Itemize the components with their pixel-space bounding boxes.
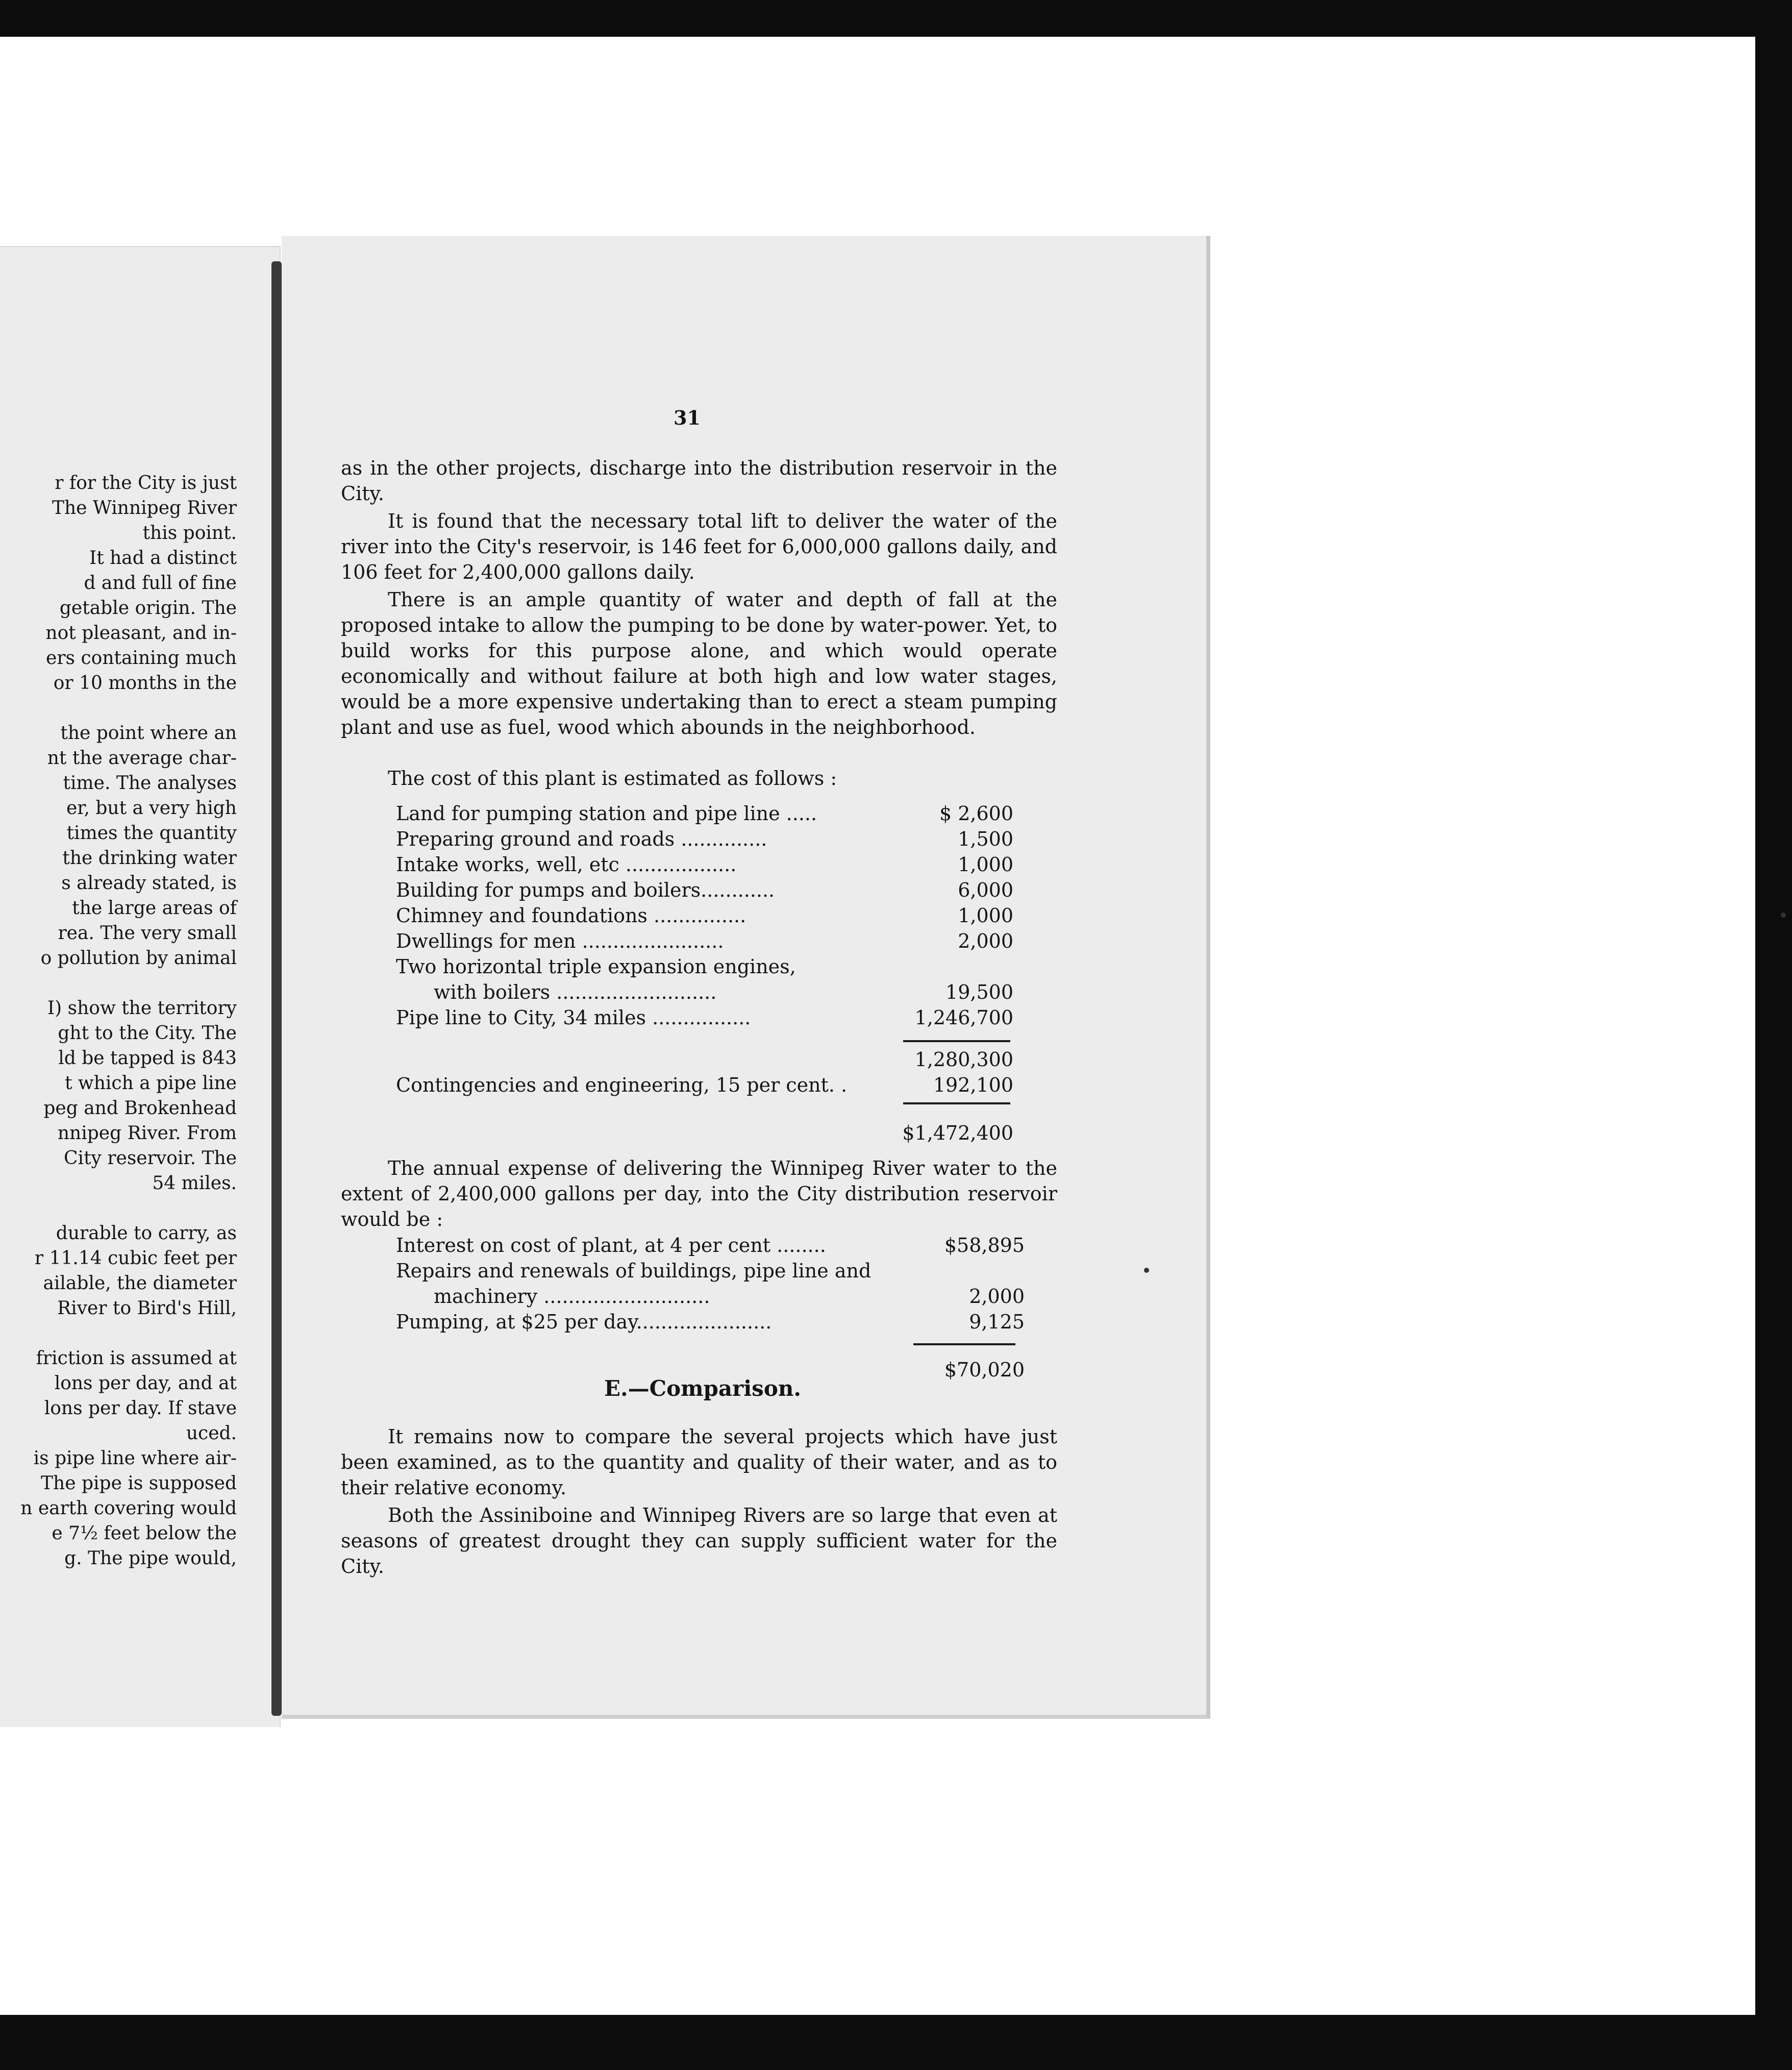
table-row — [396, 1260, 1025, 1285]
left-page-line: ers containing much — [46, 648, 237, 669]
left-page-line: 54 miles. — [152, 1173, 237, 1194]
cost-total: $1,472,400 — [902, 1122, 1013, 1144]
expense-total: $70,020 — [944, 1359, 1025, 1381]
left-page-line: peg and Brokenhead — [43, 1098, 237, 1119]
expense-table — [396, 1234, 1025, 1336]
film-border-top — [0, 0, 1792, 37]
paragraph-water-power: There is an ample quantity of water and depth of fall at the proposed intake to allow the pumping to be done by water-power. Yet, to build works for this purpose alone, and which would operate economically and without failure at both high and low water stages, would be a more expensive undertaking than to erect a steam pumping plant and use as fuel, wood which abounds in the neighborhood. — [341, 588, 1057, 738]
left-page-line: River to Bird's Hill, — [57, 1298, 237, 1319]
left-page-line: The Winnipeg River — [52, 498, 237, 519]
left-page-line: s already stated, is — [61, 873, 237, 894]
row-label: Dwellings for men ....................... — [396, 930, 724, 952]
paragraph-continuation: as in the other projects, discharge into the distribution reservoir in the City. — [341, 457, 1057, 505]
left-page-text — [0, 471, 280, 1583]
left-page-line: time. The analyses — [63, 773, 237, 794]
row-value: $ 2,600 — [939, 802, 1013, 825]
paragraph-compare: It remains now to compare the several projects which have just been examined, as to the quantity and quality of their water, and as to their relative economy. — [341, 1425, 1057, 1499]
row-label: Preparing ground and roads .............. — [396, 828, 767, 850]
left-page-line: The pipe is supposed — [41, 1473, 237, 1494]
table-row — [396, 1234, 1025, 1260]
row-value: 1,000 — [958, 904, 1013, 927]
row-value: 2,000 — [958, 930, 1013, 952]
left-page-line: City reservoir. The — [64, 1148, 237, 1169]
left-page-line: durable to carry, as — [56, 1223, 237, 1244]
left-page-line: or 10 months in the — [53, 673, 237, 694]
left-page-line: ailable, the diameter — [43, 1273, 237, 1294]
left-page-line: g. The pipe would, — [64, 1548, 237, 1569]
left-page-line: not pleasant, and in- — [45, 623, 237, 644]
left-page-line: r for the City is just — [55, 473, 237, 494]
row-value: 9,125 — [969, 1311, 1025, 1333]
table-row — [396, 853, 1013, 879]
left-page-line: t which a pipe line — [65, 1073, 237, 1094]
left-page-line: lons per day, and at — [54, 1373, 237, 1394]
row-value: 2,000 — [969, 1285, 1025, 1308]
row-label: Pumping, at $25 per day...................... — [396, 1311, 772, 1333]
cost-intro: The cost of this plant is estimated as follows : — [388, 767, 837, 790]
table-row — [396, 1285, 1025, 1311]
row-value: 19,500 — [945, 981, 1013, 1003]
left-page-line: er, but a very high — [66, 798, 237, 819]
left-page-line: n earth covering would — [20, 1498, 237, 1519]
book-spine — [271, 261, 282, 1716]
left-page-line: times the quantity — [66, 823, 237, 844]
cost-table — [396, 802, 1013, 1032]
left-page-line: o pollution by animal — [40, 948, 237, 969]
subtotal-rule — [903, 1040, 1010, 1042]
left-page-line: the large areas of — [72, 898, 237, 919]
paragraph-lift: It is found that the necessary total lift to deliver the water of the river into the City's reservoir, is 146 feet for 6,000,000 gallons daily, and 106 feet for 2,400,000 gallons daily. — [341, 510, 1057, 583]
row-label: Interest on cost of plant, at 4 per cent ........ — [396, 1234, 826, 1256]
film-border-right — [1755, 0, 1792, 2070]
left-page-line: lons per day. If stave — [44, 1398, 237, 1419]
row-label: Land for pumping station and pipe line ..... — [396, 802, 817, 825]
left-page-line: e 7½ feet below the — [52, 1523, 237, 1544]
row-value: 6,000 — [958, 879, 1013, 901]
table-row — [396, 904, 1013, 930]
row-value: 1,246,700 — [914, 1006, 1013, 1029]
left-page-line: nnipeg River. From — [57, 1123, 237, 1144]
left-page-line: I) show the territory — [47, 998, 237, 1019]
contingencies-value: 192,100 — [933, 1074, 1013, 1096]
row-label: Repairs and renewals of buildings, pipe line and — [396, 1260, 872, 1282]
left-page-line: getable origin. The — [59, 598, 237, 619]
left-page-line: is pipe line where air- — [33, 1448, 237, 1469]
table-row — [396, 1311, 1025, 1336]
row-label: with boilers .......................... — [434, 981, 717, 1003]
row-value: 1,500 — [958, 828, 1013, 850]
left-page-line: this point. — [142, 523, 237, 544]
left-page-line: d and full of fine — [84, 573, 237, 594]
left-page-line: ght to the City. The — [58, 1023, 237, 1044]
cost-subtotal-row — [396, 1048, 1013, 1099]
paragraph-rivers: Both the Assiniboine and Winnipeg Rivers are so large that even at seasons of greatest drought they can supply sufficient water for the City. — [341, 1504, 1057, 1578]
table-row — [396, 1006, 1013, 1032]
dust-speck — [1144, 1268, 1149, 1273]
left-page-line: ld be tapped is 843 — [58, 1048, 237, 1069]
left-page-line: the point where an — [60, 723, 237, 744]
cost-subtotal: 1,280,300 — [914, 1048, 1013, 1071]
row-label: Pipe line to City, 34 miles ................ — [396, 1006, 751, 1029]
paragraph-annual-expense: The annual expense of delivering the Winnipeg River water to the extent of 2,400,000 gallons per day, into the City distribution reservoir would be : — [341, 1157, 1057, 1230]
table-row — [396, 981, 1013, 1006]
left-page-line: rea. The very small — [58, 923, 237, 944]
left-page-line: r 11.14 cubic feet per — [34, 1248, 237, 1269]
expense-total-rule — [913, 1343, 1015, 1345]
left-page-line: uced. — [186, 1423, 237, 1444]
row-label: Chimney and foundations ............... — [396, 904, 746, 927]
table-row — [396, 828, 1013, 853]
left-page-line: nt the average char- — [47, 748, 237, 769]
table-row — [396, 930, 1013, 955]
film-border-bottom — [0, 2015, 1792, 2070]
table-row — [396, 879, 1013, 904]
section-heading: E.—Comparison. — [604, 1376, 801, 1401]
page-number: 31 — [674, 406, 701, 429]
total-rule — [903, 1102, 1010, 1104]
row-label: Intake works, well, etc .................. — [396, 853, 737, 876]
left-page-line: the drinking water — [62, 848, 237, 869]
table-row — [396, 802, 1013, 828]
row-label: Building for pumps and boilers............ — [396, 879, 775, 901]
row-value: $58,895 — [944, 1234, 1025, 1256]
left-page-line: It had a distinct — [89, 548, 237, 569]
row-label: Two horizontal triple expansion engines, — [396, 955, 796, 978]
left-page-line: friction is assumed at — [36, 1348, 237, 1369]
dust-speck — [1781, 913, 1786, 918]
row-value: 1,000 — [958, 853, 1013, 876]
cost-total-row — [396, 1122, 1013, 1147]
table-row — [396, 955, 1013, 981]
contingencies-label: Contingencies and engineering, 15 per cent. . — [396, 1074, 848, 1096]
row-label: machinery ........................... — [434, 1285, 710, 1308]
